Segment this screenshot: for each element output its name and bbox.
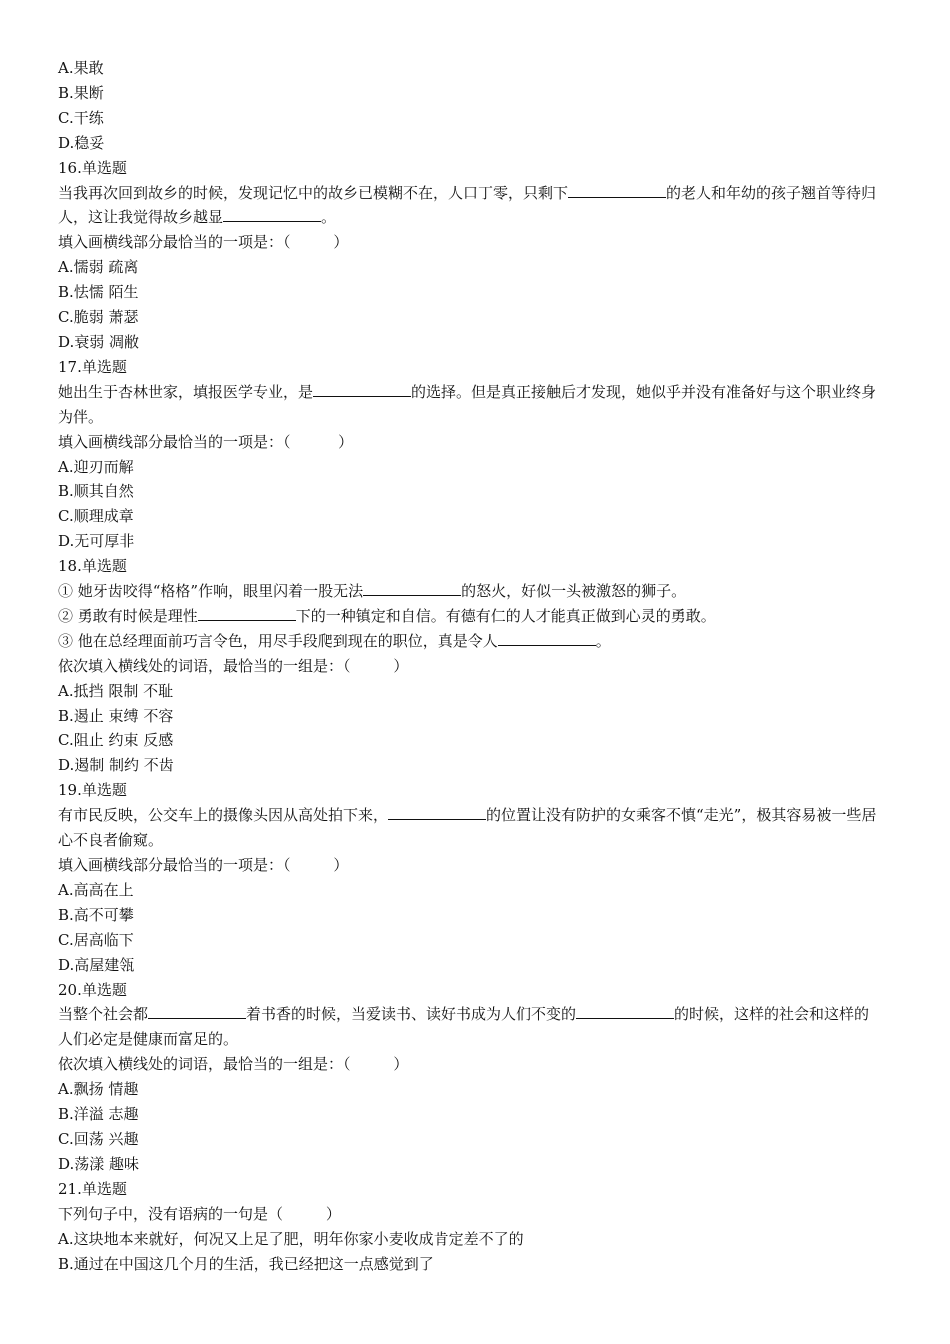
q20-prompt: 依次填入横线处的词语，最恰当的一组是：（ ）: [58, 1055, 409, 1074]
q21-prompt: 下列句子中，没有语病的一句是（ ）: [58, 1204, 341, 1223]
q16-option-b: B.怯懦 陌生: [58, 283, 139, 302]
q20-stem-part2: 着书香的时候，当爱读书、读好书成为人们不变的: [246, 1005, 577, 1024]
q19-stem: [58, 803, 883, 853]
q18-option-d: D.遏制 制约 不齿: [58, 756, 174, 775]
q20-stem: [58, 1002, 883, 1052]
q17-prompt: 填入画横线部分最恰当的一项是：（ ）: [58, 432, 354, 451]
q18-blank-2: [198, 605, 296, 621]
q15-option-c: C.干练: [58, 108, 104, 127]
q18-sentence-1: [58, 579, 883, 604]
q19-option-a: A.高高在上: [58, 880, 134, 899]
q15-option-d: D.稳妥: [58, 133, 105, 152]
q17-stem-part2: 的选择。但是真正接触后才发现，她似乎并没有准备好与这个职业终身为伴。: [58, 382, 877, 426]
q17-header: 17.单选题: [58, 357, 127, 376]
q16-blank-1: [568, 182, 666, 198]
q18-blank-1: [363, 580, 461, 596]
q20-stem-part3: 的时候，这样的社会和这样的人们必定是健康而富足的。: [58, 1005, 870, 1049]
q19-prompt: 填入画横线部分最恰当的一项是：（ ）: [58, 856, 349, 874]
q16-stem-part1: 当我再次回到故乡的时候，发现记忆中的故乡已模糊不在，人口丁零，只剩下: [58, 183, 569, 202]
q18-s2-part2: 下的一种镇定和自信。有德有仁的人才能真正做到心灵的勇敢。: [295, 606, 716, 625]
q19-stem-part1: 有市民反映，公交车上的摄像头因从高处拍下来，: [58, 806, 389, 825]
q15-option-a: A.果敢: [58, 59, 104, 77]
q17-stem-part1: 她出生于杏林世家，填报医学专业，是: [58, 382, 314, 401]
q18-s2-part1: ② 勇敢有时候是理性: [58, 606, 198, 625]
q19-header: 19.单选题: [58, 781, 127, 800]
q16-stem: [58, 181, 883, 231]
q18-blank-3: [498, 630, 596, 646]
q17-stem: [58, 380, 883, 430]
q18-s1-part2: 的怒火，好似一头被激怒的狮子。: [461, 582, 687, 601]
q18-option-b: B.遏止 束缚 不容: [58, 706, 174, 725]
q17-blank-1: [313, 381, 411, 397]
q15-option-b: B.果断: [58, 83, 104, 102]
exam-document: [58, 56, 883, 1276]
q19-stem-part2: 的位置让没有防护的女乘客不慎“走光”，极其容易被一些居心不良者偷窥。: [58, 806, 877, 850]
q18-option-c: C.阻止 约束 反感: [58, 731, 174, 750]
q20-stem-part1: 当整个社会都: [58, 1005, 149, 1024]
q18-header: 18.单选题: [58, 557, 127, 576]
q16-prompt: 填入画横线部分最恰当的一项是：（ ）: [58, 233, 349, 252]
q21-option-a: A.这块地本来就好，何况又上足了肥，明年你家小麦收成肯定差不了的: [58, 1229, 524, 1248]
q20-header: 20.单选题: [58, 980, 127, 999]
q18-sentence-3: [58, 629, 883, 654]
q20-blank-1: [148, 1003, 246, 1019]
q20-option-d: D.荡漾 趣味: [58, 1154, 140, 1173]
q19-option-b: B.高不可攀: [58, 905, 134, 924]
q20-option-b: B.洋溢 志趣: [58, 1105, 139, 1124]
q20-option-a: A.飘扬 情趣: [58, 1080, 139, 1099]
q18-prompt: 依次填入横线处的词语，最恰当的一组是：（ ）: [58, 656, 409, 675]
q17-option-c: C.顺理成章: [58, 507, 134, 526]
q16-blank-2: [223, 206, 321, 222]
q18-s1-part1: ① 她牙齿咬得“格格”作响，眼里闪着一股无法: [58, 582, 364, 601]
q18-sentence-2: [58, 604, 883, 629]
q16-header: 16.单选题: [58, 158, 127, 177]
q19-option-c: C.居高临下: [58, 930, 134, 949]
q20-option-c: C.回荡 兴趣: [58, 1129, 139, 1148]
q18-s3-part2: 。: [595, 631, 611, 650]
q16-stem-part2: 的老人和年幼的孩子翘首等待归人，这让我觉得故乡越显: [58, 183, 877, 227]
q20-blank-2: [576, 1003, 674, 1019]
q18-option-a: A.抵挡 限制 不耻: [58, 681, 174, 700]
q21-option-b: B.通过在中国这几个月的生活，我已经把这一点感觉到了: [58, 1254, 434, 1273]
q17-option-d: D.无可厚非: [58, 532, 135, 551]
q16-option-c: C.脆弱 萧瑟: [58, 308, 139, 327]
q16-option-a: A.懦弱 疏离: [58, 258, 139, 277]
q16-option-d: D.衰弱 凋敝: [58, 332, 140, 351]
q18-s3-part1: ③ 他在总经理面前巧言令色，用尽手段爬到现在的职位，真是令人: [58, 631, 498, 650]
q17-option-b: B.顺其自然: [58, 482, 134, 501]
q19-option-d: D.高屋建瓴: [58, 955, 135, 974]
q17-option-a: A.迎刃而解: [58, 457, 134, 476]
q19-blank-1: [388, 804, 486, 820]
q21-header: 21.单选题: [58, 1179, 127, 1198]
q16-stem-part3: 。: [321, 208, 337, 227]
